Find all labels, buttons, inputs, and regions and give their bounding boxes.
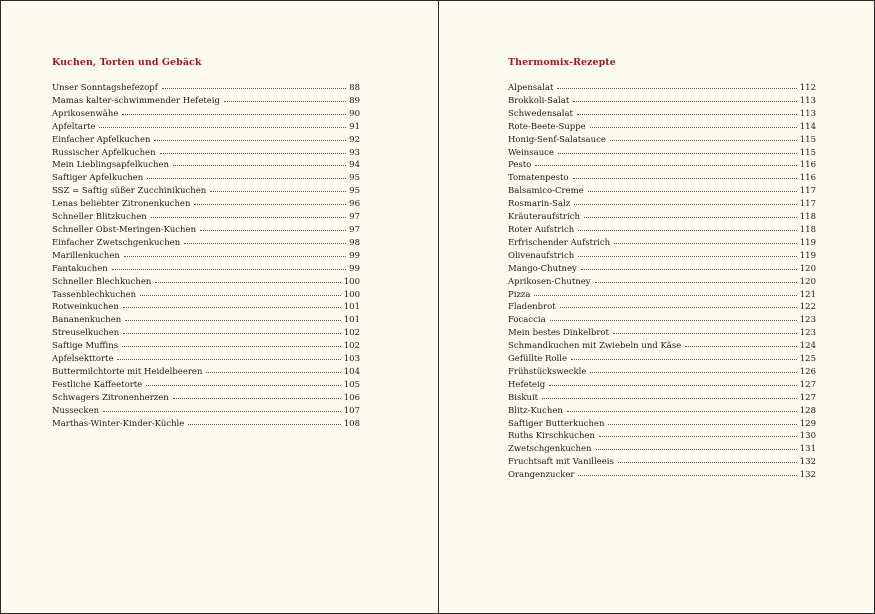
- dot-leader: [117, 358, 340, 360]
- toc-entry-title: Schmandkuchen mit Zwiebeln und Käse: [508, 341, 682, 352]
- toc-entry: [508, 367, 816, 380]
- toc-entry-title: Mein bestes Dinkelbrot: [508, 328, 609, 339]
- toc-entry: [508, 470, 816, 483]
- toc-entry: [52, 109, 360, 122]
- dot-leader: [577, 113, 797, 115]
- dot-leader: [573, 100, 797, 102]
- toc-entry-page-number: 98: [349, 237, 360, 248]
- toc-entry-page-number: 101: [343, 315, 360, 326]
- toc-list-thermomix: [508, 83, 816, 483]
- toc-entry-page-number: 117: [799, 199, 816, 210]
- dot-leader: [154, 139, 346, 141]
- dot-leader: [584, 216, 797, 218]
- toc-entry: [52, 186, 360, 199]
- dot-leader: [200, 229, 346, 231]
- toc-entry-page-number: 128: [799, 405, 816, 416]
- toc-entry-page-number: 91: [349, 121, 360, 132]
- dot-leader: [588, 190, 797, 192]
- toc-entry-page-number: 115: [799, 147, 816, 158]
- toc-entry: [52, 315, 360, 328]
- toc-entry-title: Schwedensalat: [508, 108, 573, 119]
- toc-entry: [508, 148, 816, 161]
- dot-leader: [173, 164, 346, 166]
- toc-entry-page-number: 106: [343, 392, 360, 403]
- right-page: [439, 1, 874, 613]
- toc-entry-title: Ruths Kirschkuchen: [508, 431, 595, 442]
- dot-leader: [103, 410, 341, 412]
- toc-entry: [508, 186, 816, 199]
- toc-entry: [508, 277, 816, 290]
- toc-entry-title: Orangenzucker: [508, 470, 575, 481]
- toc-entry-title: Schneller Obst-Meringen-Kuchen: [52, 224, 197, 235]
- dot-leader: [99, 126, 346, 128]
- toc-entry: [508, 328, 816, 341]
- toc-entry: [508, 419, 816, 432]
- toc-entry-title: Kräuteraufstrich: [508, 212, 580, 223]
- toc-entry-title: Marillenkuchen: [52, 250, 120, 261]
- dot-leader: [210, 190, 346, 192]
- dot-leader: [550, 319, 797, 321]
- toc-entry: [508, 406, 816, 419]
- dot-leader: [618, 461, 797, 463]
- dot-leader: [184, 242, 346, 244]
- dot-leader: [206, 371, 340, 373]
- dot-leader: [122, 345, 341, 347]
- toc-entry: [508, 238, 816, 251]
- toc-entry-page-number: 122: [799, 302, 816, 313]
- toc-entry-title: Tassenblechkuchen: [52, 289, 137, 300]
- toc-entry-page-number: 130: [799, 431, 816, 442]
- dot-leader: [224, 100, 346, 102]
- toc-entry-title: Frühstücksweckle: [508, 366, 587, 377]
- toc-entry: [508, 457, 816, 470]
- dot-leader: [608, 423, 796, 425]
- toc-entry-page-number: 95: [349, 173, 360, 184]
- toc-entry: [508, 225, 816, 238]
- toc-entry: [52, 290, 360, 303]
- dot-leader: [122, 113, 346, 115]
- toc-entry: [52, 380, 360, 393]
- toc-entry: [508, 160, 816, 173]
- dot-leader: [124, 255, 346, 257]
- dot-leader: [599, 435, 797, 437]
- dot-leader: [112, 268, 346, 270]
- toc-entry-page-number: 103: [343, 354, 360, 365]
- dot-leader: [567, 410, 797, 412]
- toc-entry-page-number: 132: [799, 457, 816, 468]
- dot-leader: [140, 294, 341, 296]
- toc-entry: [52, 393, 360, 406]
- section-title-thermomix: Thermomix-Rezepte: [508, 57, 616, 68]
- toc-entry-title: Erfrischender Aufstrich: [508, 237, 611, 248]
- toc-entry-title: Schneller Blechkuchen: [52, 276, 152, 287]
- toc-list-cakes: [52, 83, 360, 431]
- toc-entry: [508, 341, 816, 354]
- dot-leader: [535, 164, 797, 166]
- toc-entry-title: Lenas beliebter Zitronenkuchen: [52, 199, 191, 210]
- toc-entry: [52, 96, 360, 109]
- toc-entry-page-number: 97: [349, 224, 360, 235]
- dot-leader: [173, 397, 341, 399]
- toc-entry-title: Mango-Chutney: [508, 263, 577, 274]
- toc-entry-page-number: 99: [349, 250, 360, 261]
- toc-entry-title: Tomatenpesto: [508, 173, 569, 184]
- toc-entry-title: Schneller Blitzkuchen: [52, 212, 147, 223]
- toc-entry-title: Streuselkuchen: [52, 328, 120, 339]
- toc-entry: [52, 419, 360, 432]
- dot-leader: [613, 332, 797, 334]
- toc-entry: [508, 96, 816, 109]
- toc-entry-title: Roter Aufstrich: [508, 224, 575, 235]
- toc-entry-page-number: 101: [343, 302, 360, 313]
- toc-entry-title: Festliche Kaffeetorte: [52, 379, 143, 390]
- dot-leader: [151, 216, 346, 218]
- toc-entry-title: Hefeteig: [508, 379, 546, 390]
- dot-leader: [542, 397, 797, 399]
- toc-entry: [508, 199, 816, 212]
- dot-leader: [560, 306, 797, 308]
- toc-entry-title: Einfacher Zwetschgenkuchen: [52, 237, 181, 248]
- dot-leader: [123, 306, 341, 308]
- toc-entry-page-number: 100: [343, 276, 360, 287]
- toc-entry: [508, 173, 816, 186]
- toc-entry: [52, 328, 360, 341]
- dot-leader: [188, 423, 340, 425]
- toc-entry-page-number: 119: [799, 237, 816, 248]
- toc-entry: [52, 238, 360, 251]
- toc-entry: [52, 212, 360, 225]
- toc-entry: [508, 264, 816, 277]
- toc-entry: [52, 199, 360, 212]
- toc-entry-title: Buttermilchtorte mit Heidelbeeren: [52, 366, 203, 377]
- toc-entry-page-number: 104: [343, 366, 360, 377]
- toc-entry-title: Balsamico-Creme: [508, 186, 584, 197]
- toc-entry: [508, 109, 816, 122]
- toc-entry: [508, 212, 816, 225]
- toc-entry-title: Fruchtsaft mit Vanilleeis: [508, 457, 614, 468]
- toc-entry-page-number: 125: [799, 354, 816, 365]
- toc-entry-title: Bananenkuchen: [52, 315, 122, 326]
- dot-leader: [578, 255, 797, 257]
- toc-entry: [508, 251, 816, 264]
- toc-entry-title: Marthas-Winter-Kinder-Küchle: [52, 418, 185, 429]
- toc-entry-title: Mein Lieblingsapfelkuchen: [52, 160, 169, 171]
- toc-entry-page-number: 93: [349, 147, 360, 158]
- toc-entry: [52, 83, 360, 96]
- toc-entry-page-number: 129: [799, 418, 816, 429]
- toc-entry-title: Rosmarin-Salz: [508, 199, 571, 210]
- dot-leader: [194, 203, 346, 205]
- toc-entry-page-number: 92: [349, 134, 360, 145]
- dot-leader: [590, 371, 796, 373]
- dot-leader: [558, 152, 797, 154]
- dot-leader: [610, 139, 797, 141]
- toc-entry-page-number: 96: [349, 199, 360, 210]
- dot-leader: [147, 177, 346, 179]
- toc-entry-page-number: 94: [349, 160, 360, 171]
- toc-entry-title: Biskuit: [508, 392, 539, 403]
- toc-entry-title: Blitz-Kuchen: [508, 405, 563, 416]
- toc-entry: [508, 315, 816, 328]
- toc-entry-title: Olivenaufstrich: [508, 250, 575, 261]
- toc-entry-title: Rotweinkuchen: [52, 302, 119, 313]
- toc-entry-page-number: 116: [799, 173, 816, 184]
- toc-entry-page-number: 120: [799, 276, 816, 287]
- dot-leader: [557, 87, 796, 89]
- toc-entry-title: Gefüllte Rolle: [508, 354, 568, 365]
- dot-leader: [685, 345, 797, 347]
- toc-entry-page-number: 102: [343, 341, 360, 352]
- toc-entry: [52, 251, 360, 264]
- toc-entry: [508, 122, 816, 135]
- toc-entry-page-number: 119: [799, 250, 816, 261]
- toc-entry-title: Saftige Muffins: [52, 341, 119, 352]
- toc-entry-page-number: 113: [799, 95, 816, 106]
- toc-entry-page-number: 132: [799, 470, 816, 481]
- toc-entry-page-number: 117: [799, 186, 816, 197]
- toc-entry-page-number: 131: [799, 444, 816, 455]
- toc-entry-page-number: 99: [349, 263, 360, 274]
- toc-entry-page-number: 97: [349, 212, 360, 223]
- toc-entry: [52, 302, 360, 315]
- toc-entry-page-number: 89: [349, 95, 360, 106]
- toc-entry: [52, 225, 360, 238]
- toc-entry-title: Fantakuchen: [52, 263, 108, 274]
- toc-entry: [52, 160, 360, 173]
- dot-leader: [614, 242, 797, 244]
- toc-entry-title: Einfacher Apfelkuchen: [52, 134, 151, 145]
- toc-entry-title: Saftiger Butterkuchen: [508, 418, 605, 429]
- toc-entry: [508, 431, 816, 444]
- toc-entry: [52, 277, 360, 290]
- toc-entry: [52, 367, 360, 380]
- toc-entry-title: Russischer Apfelkuchen: [52, 147, 156, 158]
- left-page: [1, 1, 438, 613]
- toc-entry-page-number: 102: [343, 328, 360, 339]
- toc-entry-page-number: 124: [799, 341, 816, 352]
- toc-entry-page-number: 112: [799, 83, 816, 93]
- toc-entry-title: Mamas kalter-schwimmender Hefeteig: [52, 95, 220, 106]
- toc-entry-title: Apfelsekttorte: [52, 354, 114, 365]
- toc-entry-title: Zwetschgenkuchen: [508, 444, 592, 455]
- toc-entry-page-number: 90: [349, 108, 360, 119]
- toc-entry: [508, 290, 816, 303]
- toc-entry-page-number: 114: [799, 121, 816, 132]
- dot-leader: [590, 126, 797, 128]
- dot-leader: [571, 358, 797, 360]
- toc-entry: [52, 406, 360, 419]
- dot-leader: [146, 384, 341, 386]
- toc-entry-page-number: 95: [349, 186, 360, 197]
- dot-leader: [595, 281, 797, 283]
- toc-entry: [52, 148, 360, 161]
- toc-entry-page-number: 127: [799, 379, 816, 390]
- toc-entry-title: Aprikosenwähe: [52, 108, 119, 119]
- toc-entry: [52, 135, 360, 148]
- toc-entry-page-number: 115: [799, 134, 816, 145]
- toc-entry-title: Apfeltarte: [52, 121, 96, 132]
- toc-entry-page-number: 88: [349, 83, 360, 93]
- section-title-cakes: Kuchen, Torten und Gebäck: [52, 57, 202, 68]
- toc-entry: [508, 444, 816, 457]
- dot-leader: [596, 448, 797, 450]
- toc-entry-title: Nussecken: [52, 405, 100, 416]
- toc-entry-title: Pesto: [508, 160, 532, 171]
- toc-entry: [508, 302, 816, 315]
- dot-leader: [155, 281, 340, 283]
- dot-leader: [573, 177, 797, 179]
- toc-entry-page-number: 126: [799, 366, 816, 377]
- toc-entry-page-number: 123: [799, 315, 816, 326]
- toc-entry: [508, 393, 816, 406]
- toc-entry-title: Focaccia: [508, 315, 546, 326]
- toc-entry: [508, 135, 816, 148]
- toc-entry: [52, 122, 360, 135]
- toc-entry-title: Saftiger Apfelkuchen: [52, 173, 144, 184]
- dot-leader: [578, 474, 796, 476]
- toc-entry: [52, 354, 360, 367]
- dot-leader: [125, 319, 341, 321]
- toc-entry: [52, 173, 360, 186]
- toc-entry-title: Fladenbrot: [508, 302, 556, 313]
- dot-leader: [581, 268, 797, 270]
- toc-entry-page-number: 123: [799, 328, 816, 339]
- toc-entry-title: Schwagers Zitronenherzen: [52, 392, 169, 403]
- dot-leader: [549, 384, 797, 386]
- toc-entry-page-number: 107: [343, 405, 360, 416]
- toc-entry: [508, 354, 816, 367]
- toc-entry-title: Rote-Beete-Suppe: [508, 121, 586, 132]
- toc-entry-page-number: 113: [799, 108, 816, 119]
- toc-entry: [52, 264, 360, 277]
- toc-entry-page-number: 120: [799, 263, 816, 274]
- dot-leader: [123, 332, 340, 334]
- toc-entry-page-number: 127: [799, 392, 816, 403]
- toc-entry-page-number: 116: [799, 160, 816, 171]
- toc-entry-title: Brokkoli-Salat: [508, 95, 570, 106]
- toc-entry-page-number: 105: [343, 379, 360, 390]
- dot-leader: [162, 87, 346, 89]
- dot-leader: [534, 294, 796, 296]
- toc-entry: [508, 83, 816, 96]
- toc-entry-title: Pizza: [508, 289, 531, 300]
- dot-leader: [574, 203, 797, 205]
- toc-entry-title: SSZ = Saftig süßer Zucchinikuchen: [52, 186, 207, 197]
- toc-entry-title: Weinsauce: [508, 147, 554, 158]
- toc-entry-title: Honig-Senf-Salatsauce: [508, 134, 606, 145]
- toc-entry-page-number: 118: [799, 224, 816, 235]
- toc-entry: [508, 380, 816, 393]
- toc-entry-title: Aprikosen-Chutney: [508, 276, 591, 287]
- toc-entry-page-number: 121: [799, 289, 816, 300]
- toc-entry-title: Alpensalat: [508, 83, 554, 93]
- toc-entry-page-number: 100: [343, 289, 360, 300]
- dot-leader: [160, 152, 347, 154]
- toc-entry-page-number: 118: [799, 212, 816, 223]
- dot-leader: [578, 229, 796, 231]
- toc-entry-page-number: 108: [343, 418, 360, 429]
- toc-entry-title: Unser Sonntagshefezopf: [52, 83, 158, 93]
- toc-entry: [52, 341, 360, 354]
